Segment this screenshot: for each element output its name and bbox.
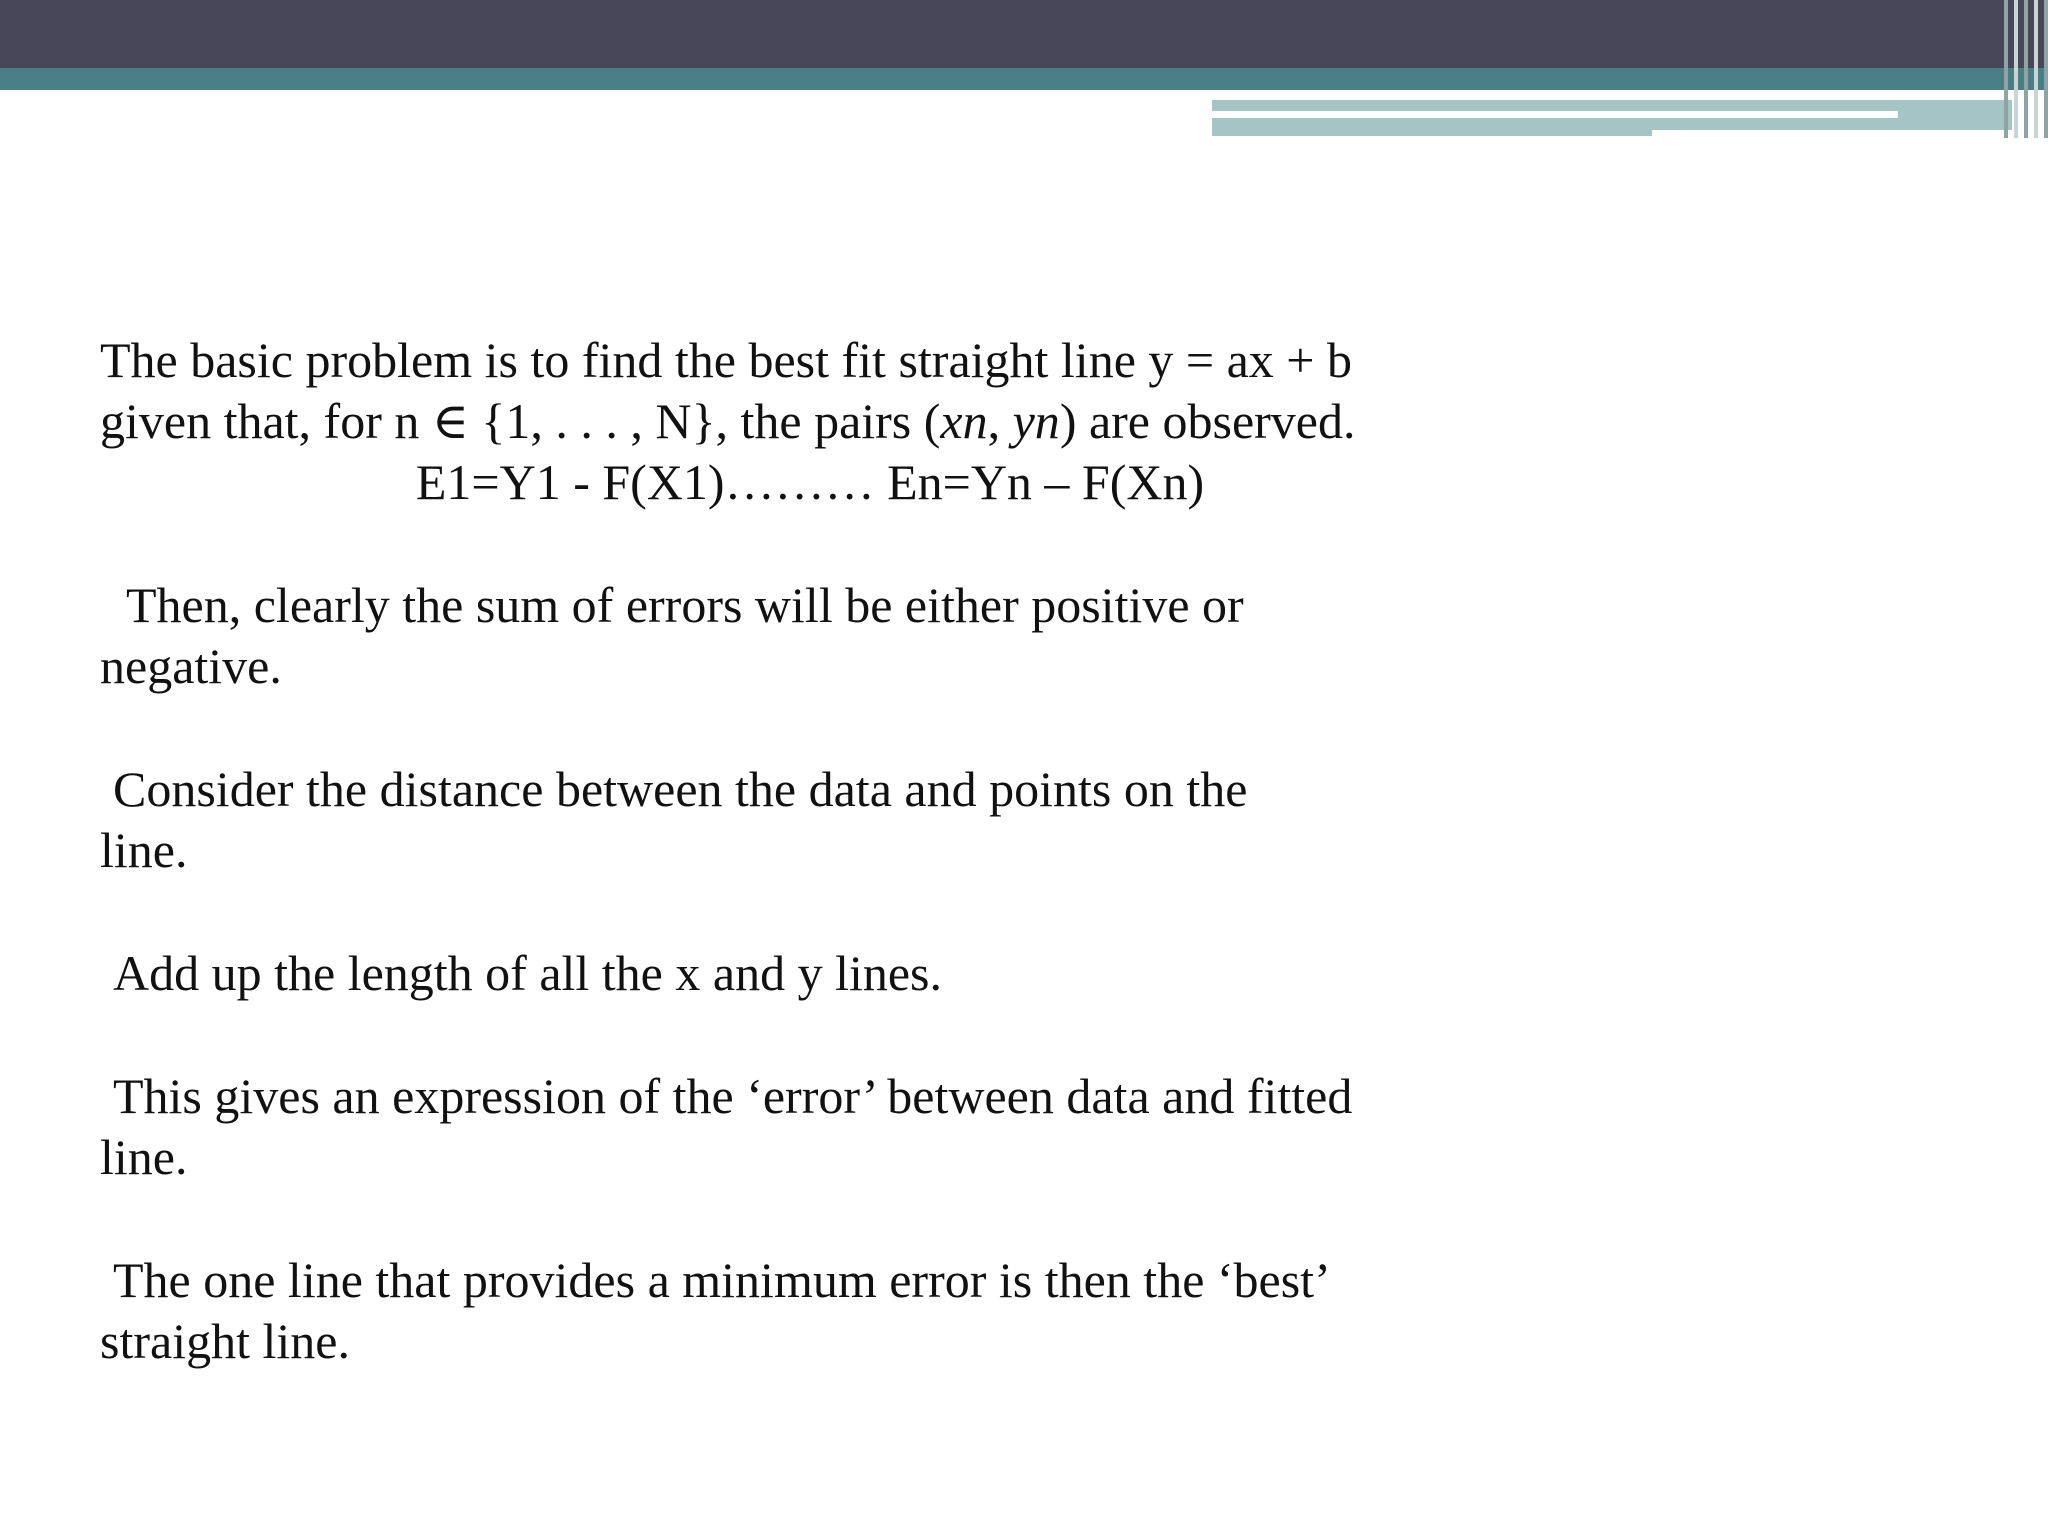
text-line: The one line that provides a minimum error is then the ‘best’ [113,1252,1331,1308]
header-band-cut [1652,130,2012,136]
paragraph-best-line-cont [100,1311,1560,1372]
header-band-teal [0,68,2048,90]
text-span: , [987,393,1013,449]
text-line: negative. [100,638,282,694]
text-line: This gives an expression of the ‘error’ between data and fitted [113,1068,1353,1124]
header-band-dark [0,0,2048,68]
paragraph-problem [100,330,1560,513]
text-span: ) are observed. [1059,393,1356,449]
math-yn: yn [1012,393,1060,449]
paragraph-best-line [100,1250,1560,1311]
error-equation: E1=Y1 - F(X1)……… En=Yn – F(Xn) [415,454,1205,510]
paragraph-sum-errors [100,575,1560,636]
header-stripes [1992,0,2048,138]
text-line: Then, clearly the sum of errors will be either positive or [126,577,1244,633]
paragraph-sum-errors-cont [100,636,1560,697]
text-line: Consider the distance between the data and points on the [113,761,1248,817]
text-line: The basic problem is to find the best fit straight line y = ax + b [100,332,1352,388]
text-line: Add up the length of all the x and y lines. [113,945,943,1001]
text-line [100,391,1560,452]
paragraph-error-expression [100,1066,1560,1127]
text-line: straight line. [100,1313,350,1369]
header-band-line [1212,111,1898,118]
math-xn: xn [940,393,988,449]
text-span: given that, for n ∈ {1, . . . , N}, the pairs ( [100,393,941,449]
text-line: line. [100,822,188,878]
text-line: line. [100,1129,188,1185]
paragraph-add-lengths [100,943,1560,1004]
slide-body [100,330,1560,1372]
paragraph-distance [100,759,1560,820]
paragraph-distance-cont [100,820,1560,881]
header-notch [0,90,1212,102]
paragraph-error-expression-cont [100,1127,1560,1188]
